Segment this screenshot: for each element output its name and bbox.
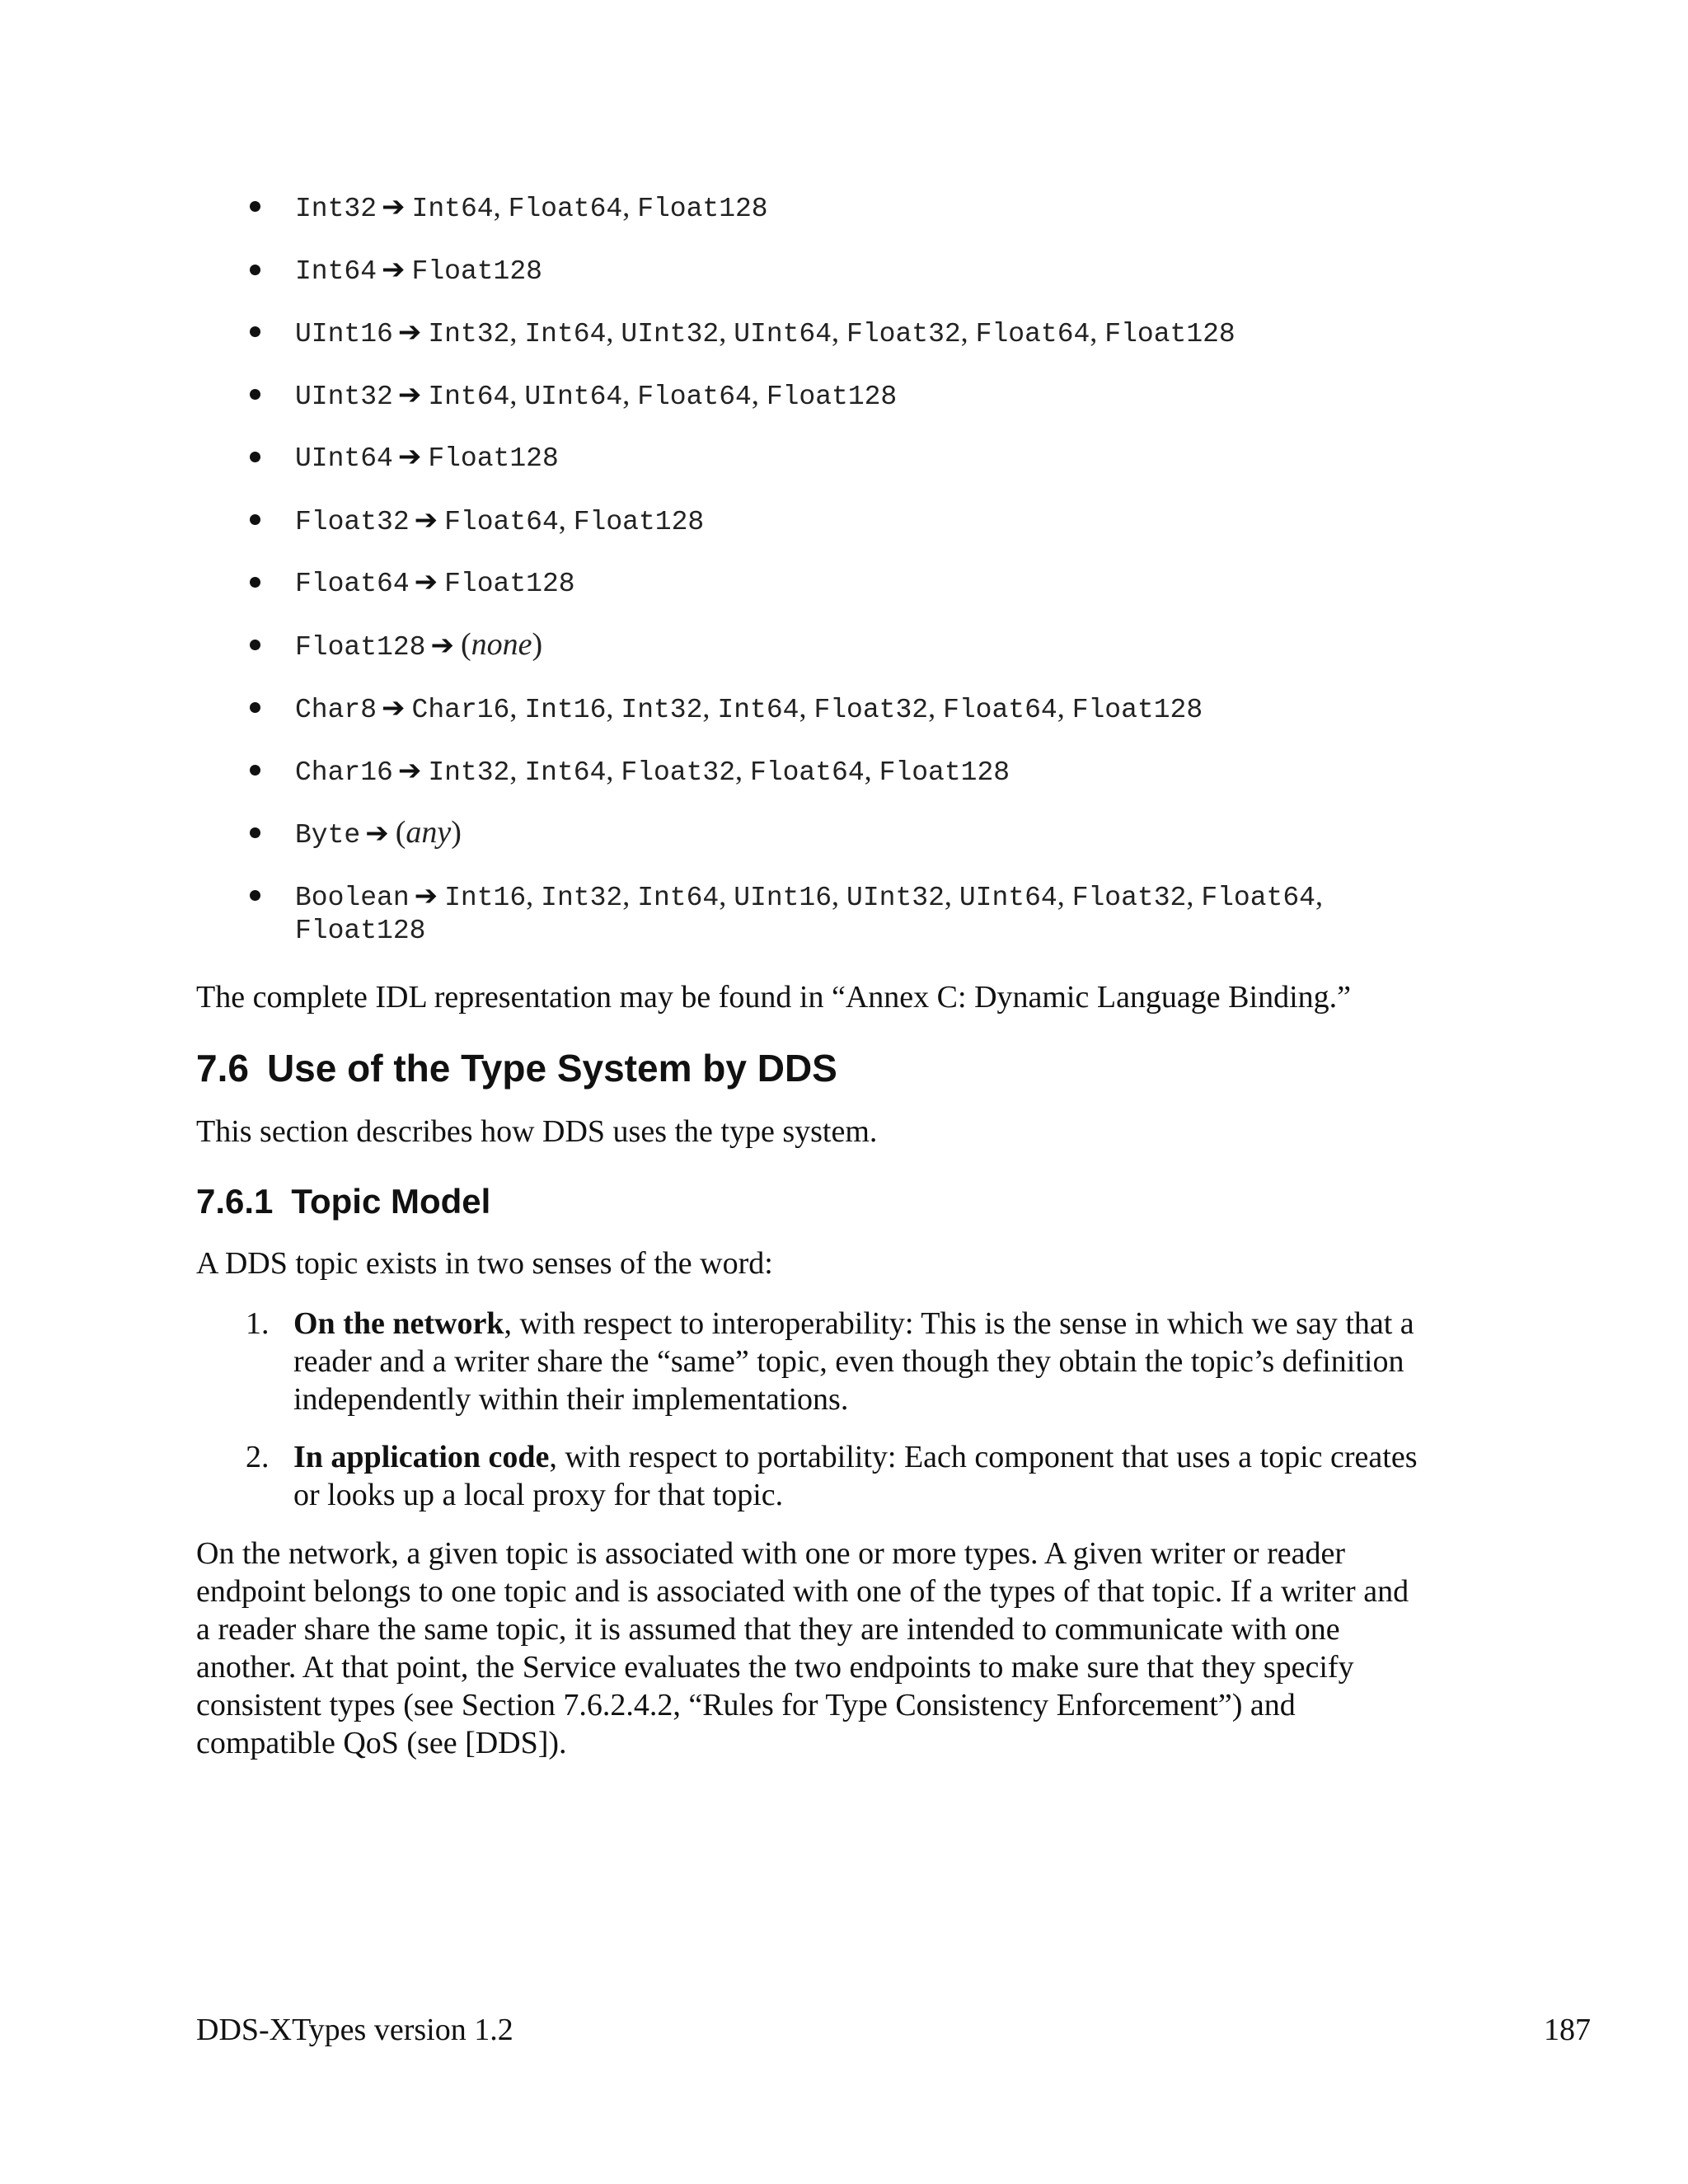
target-type: Float128 — [444, 569, 575, 599]
type-separator: , — [509, 753, 525, 786]
bullet-icon — [250, 702, 260, 713]
type-separator: , — [751, 377, 767, 410]
type-separator: , — [493, 190, 509, 223]
bullet-icon — [250, 514, 260, 525]
promotion-note-text: none — [471, 627, 532, 662]
arrow-right-icon: ➔ — [414, 879, 438, 912]
target-type: Float64 — [444, 507, 559, 537]
type-separator: , — [832, 879, 847, 912]
sense-text-line: or looks up a local proxy for that topic. — [293, 1478, 784, 1512]
source-type: Byte — [295, 820, 361, 851]
type-separator: , — [509, 691, 525, 724]
target-type: Float32 — [621, 757, 736, 788]
bullet-icon — [250, 640, 260, 650]
type-separator: , — [606, 691, 621, 724]
type-separator: , — [799, 691, 814, 724]
target-type: Int64 — [411, 194, 494, 224]
paragraph-line: compatible QoS (see [DDS]). — [196, 1726, 567, 1760]
type-separator: , — [719, 879, 734, 912]
target-type: Float64 — [508, 194, 623, 224]
type-separator: , — [606, 315, 621, 348]
type-separator: , — [509, 377, 525, 410]
source-type: Int64 — [295, 256, 377, 287]
paragraph-line: a reader share the same topic, it is assumed that they are intended to communicate with one — [196, 1612, 1340, 1647]
target-type: Float128 — [411, 256, 542, 287]
bullet-icon — [250, 827, 260, 838]
paragraph-line: endpoint belongs to one topic and is associated with one of the types of that topic. If a writer and — [196, 1574, 1409, 1609]
arrow-right-icon: ➔ — [382, 253, 406, 286]
promotion-note: (none) — [460, 627, 543, 662]
section-intro: This section describes how DDS uses the type system. — [196, 1114, 878, 1149]
arrow-right-icon: ➔ — [397, 440, 422, 473]
type-separator: , — [526, 879, 542, 912]
target-type: Float64 — [1201, 883, 1315, 913]
list-item-text — [293, 1305, 1464, 1418]
sense-text-line: reader and a writer share the “same” topic, even though they obtain the topic’s definition — [293, 1344, 1404, 1379]
paragraph-line: consistent types (see Section 7.6.2.4.2, “Rules for Type Consistency Enforcement”) and — [196, 1688, 1296, 1722]
type-separator: , — [1057, 879, 1072, 912]
source-type: Boolean — [295, 883, 410, 913]
arrow-right-icon: ➔ — [397, 378, 422, 411]
target-type: Float32 — [1071, 883, 1187, 913]
idl-note: The complete IDL representation may be found in “Annex C: Dynamic Language Binding.” — [196, 980, 1351, 1015]
target-type: Int16 — [524, 695, 607, 725]
target-type: Int64 — [717, 695, 799, 725]
target-type: Int32 — [621, 695, 703, 725]
bullet-icon — [250, 265, 260, 275]
paragraph-line: On the network, a given topic is associated with one or more types. A given writer or reader — [196, 1536, 1345, 1571]
target-type: UInt16 — [734, 883, 832, 913]
type-separator: , — [622, 190, 638, 223]
target-type: Char16 — [411, 695, 510, 725]
list-item — [295, 503, 1531, 539]
target-type: UInt64 — [524, 382, 623, 412]
footer-doc-title: DDS-XTypes version 1.2 — [196, 2013, 513, 2047]
section-number: 7.6 — [196, 1047, 249, 1090]
type-separator: , — [735, 753, 751, 786]
list-item — [295, 753, 1531, 790]
type-separator: , — [1090, 315, 1105, 348]
target-type: Int64 — [637, 883, 720, 913]
subsection-heading — [196, 1180, 490, 1223]
list-item — [295, 816, 1531, 852]
source-type: Int32 — [295, 194, 377, 224]
section-heading — [196, 1045, 837, 1091]
list-number: 1. — [246, 1306, 270, 1341]
bullet-icon — [250, 452, 260, 462]
type-separator: , — [960, 315, 976, 348]
type-separator: , — [509, 315, 525, 348]
target-type: Float128 — [573, 507, 705, 537]
type-separator: , — [622, 879, 638, 912]
arrow-right-icon: ➔ — [382, 190, 406, 223]
source-type: UInt32 — [295, 382, 393, 412]
bullet-icon — [250, 890, 260, 901]
target-type: Float64 — [637, 382, 752, 412]
arrow-right-icon: ➔ — [382, 691, 406, 724]
target-type: Float128 — [1071, 695, 1203, 725]
type-separator: , — [1057, 691, 1072, 724]
network-paragraph — [196, 1535, 1531, 1762]
type-separator: , — [606, 753, 621, 786]
target-type: Float128 — [766, 382, 898, 412]
target-type: Float64 — [943, 695, 1057, 725]
bullet-icon — [250, 201, 260, 212]
arrow-right-icon: ➔ — [397, 316, 422, 349]
target-type: Float32 — [814, 695, 929, 725]
sense-text-line: independently within their implementations. — [293, 1382, 849, 1417]
target-type: UInt32 — [621, 319, 720, 349]
list-item — [295, 628, 1531, 664]
source-type: Char16 — [295, 757, 393, 788]
list-item — [295, 879, 1367, 948]
subsection-title: Topic Model — [291, 1182, 491, 1221]
arrow-right-icon: ➔ — [414, 504, 438, 537]
type-separator: , — [719, 315, 734, 348]
type-separator: , — [622, 377, 638, 410]
source-type: Char8 — [295, 695, 377, 725]
target-type: Float128 — [295, 916, 426, 946]
target-type: Float128 — [1104, 319, 1236, 349]
list-item — [295, 315, 1531, 351]
type-separator: , — [864, 753, 879, 786]
type-separator: , — [1186, 879, 1202, 912]
target-type: UInt64 — [734, 319, 832, 349]
target-type: UInt64 — [959, 883, 1057, 913]
section-title: Use of the Type System by DDS — [266, 1047, 837, 1090]
bullet-icon — [250, 389, 260, 400]
promotion-note: (any) — [395, 815, 462, 850]
footer-page-number: 187 — [1544, 2013, 1591, 2047]
target-type: Float128 — [879, 757, 1010, 788]
list-item — [295, 440, 1531, 476]
subsection-intro: A DDS topic exists in two senses of the word: — [196, 1246, 773, 1281]
target-type: Int16 — [444, 883, 527, 913]
sense-term: In application code — [293, 1440, 550, 1474]
target-type: Int64 — [428, 382, 510, 412]
sense-text-line: , with respect to interoperability: This is the sense in which we say that a — [504, 1306, 1414, 1341]
list-item-text — [293, 1438, 1464, 1514]
target-type: Int64 — [524, 757, 607, 788]
source-type: Float32 — [295, 507, 410, 537]
paragraph-line: another. At that point, the Service evaluates the two endpoints to make sure that they specify — [196, 1650, 1354, 1685]
sense-term: On the network — [293, 1306, 504, 1341]
source-type: UInt16 — [295, 319, 393, 349]
source-type: UInt64 — [295, 443, 393, 474]
list-number: 2. — [246, 1440, 270, 1474]
list-item — [295, 565, 1531, 601]
type-separator: , — [832, 315, 847, 348]
list-item — [295, 253, 1531, 288]
type-separator: , — [1315, 879, 1323, 912]
target-type: Int64 — [524, 319, 607, 349]
type-separator: , — [558, 503, 574, 536]
type-separator: , — [702, 691, 718, 724]
subsection-number: 7.6.1 — [196, 1182, 274, 1221]
list-item — [295, 691, 1531, 727]
arrow-right-icon: ➔ — [397, 754, 422, 787]
target-type: Int32 — [541, 883, 623, 913]
promotion-note-text: any — [406, 815, 452, 850]
arrow-right-icon: ➔ — [365, 817, 389, 850]
source-type: Float128 — [295, 632, 426, 663]
list-item — [295, 190, 1531, 226]
sense-text-line: , with respect to portability: Each component that uses a topic creates — [549, 1440, 1418, 1474]
bullet-icon — [250, 326, 260, 337]
bullet-icon — [250, 577, 260, 588]
arrow-right-icon: ➔ — [430, 629, 454, 662]
target-type: Float64 — [975, 319, 1090, 349]
target-type: Float32 — [846, 319, 961, 349]
source-type: Float64 — [295, 569, 410, 599]
arrow-right-icon: ➔ — [414, 565, 438, 598]
target-type: Float64 — [750, 757, 865, 788]
target-type: Int32 — [428, 757, 510, 788]
target-type: UInt32 — [846, 883, 945, 913]
target-type: Float128 — [637, 194, 768, 224]
list-item — [295, 377, 1531, 414]
type-separator: , — [928, 691, 944, 724]
bullet-icon — [250, 765, 260, 776]
target-type: Float128 — [428, 443, 559, 474]
target-type: Int32 — [428, 319, 510, 349]
type-separator: , — [944, 879, 959, 912]
